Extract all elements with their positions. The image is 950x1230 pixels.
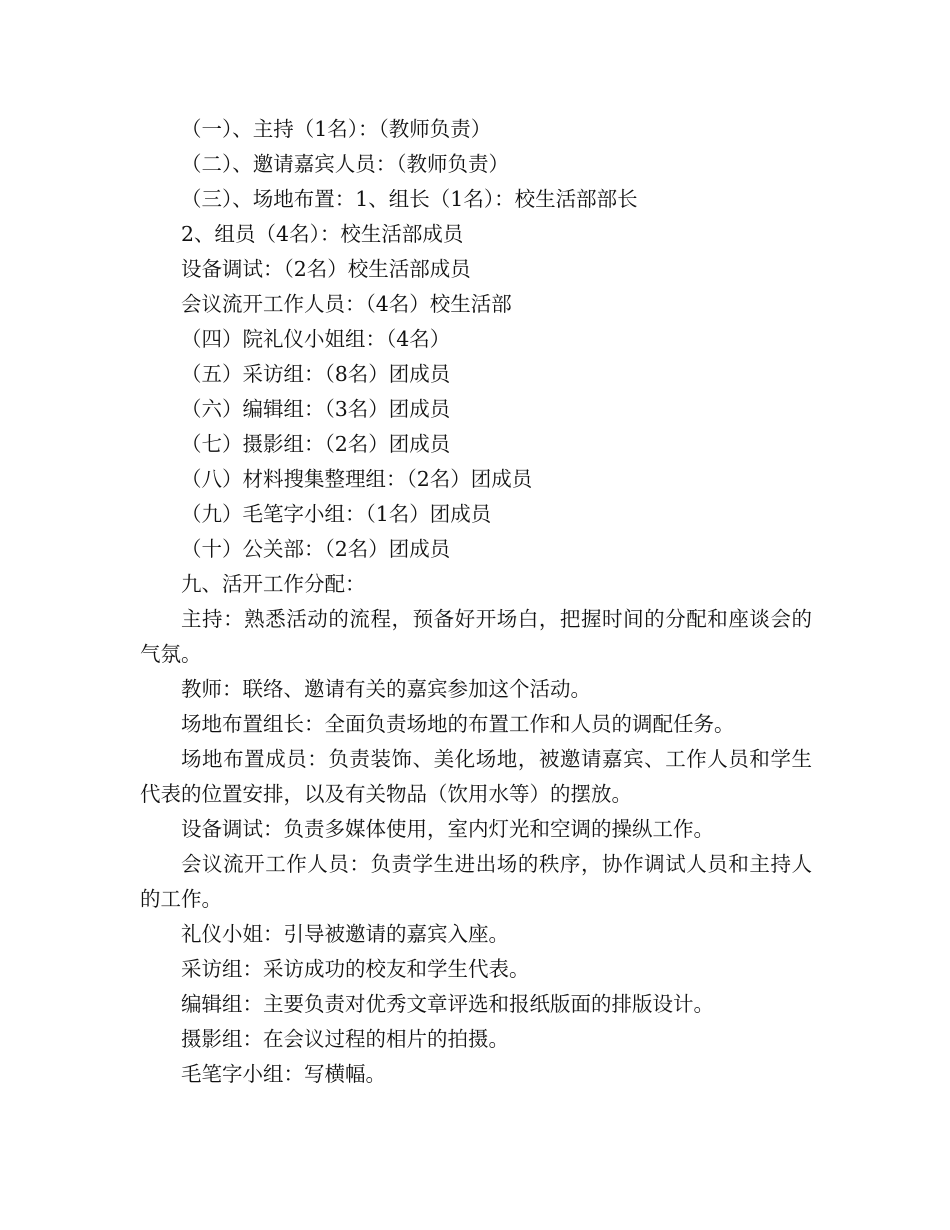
paragraph-5: 设备调试：（2名）校生活部成员: [181, 257, 471, 281]
paragraph-23: 编辑组：主要负责对优秀文章评选和报纸版面的排版设计。: [181, 992, 714, 1016]
paragraph-9: （六）编辑组：（3名）团成员: [181, 397, 451, 421]
paragraph-21: 礼仪小姐：引导被邀请的嘉宾入座。: [181, 922, 509, 946]
paragraph-24: 摄影组：在会议过程的相片的拍摄。: [181, 1027, 509, 1051]
paragraph-17: 场地布置组长：全面负责场地的布置工作和人员的调配任务。: [181, 712, 735, 736]
paragraph-20: 会议流开工作人员：负责学生进出场的秩序，协作调试人员和主持人的工作。: [140, 852, 812, 911]
paragraph-4: 2、组员（4名）：校生活部成员: [181, 222, 464, 246]
paragraph-12: （九）毛笔字小组：（1名）团成员: [181, 502, 492, 526]
paragraph-2: （二）、邀请嘉宾人员：（教师负责）: [181, 152, 509, 176]
paragraph-18: 场地布置成员：负责装饰、美化场地，被邀请嘉宾、工作人员和学生代表的位置安排，以及有关物品（饮用水等）的摆放。: [140, 747, 812, 806]
paragraph-15: 主持：熟悉活动的流程，预备好开场白，把握时间的分配和座谈会的气氛。: [140, 607, 812, 666]
paragraph-1: （一）、主持（1名）：（教师负责）: [181, 117, 492, 141]
paragraph-16: 教师：联络、邀请有关的嘉宾参加这个活动。: [181, 677, 591, 701]
paragraph-3: （三）、场地布置：1、组长（1名）：校生活部部长: [181, 187, 638, 211]
paragraph-13: （十）公关部：（2名）团成员: [181, 537, 451, 561]
paragraph-22: 采访组：采访成功的校友和学生代表。: [181, 957, 530, 981]
paragraph-25: 毛笔字小组：写横幅。: [181, 1062, 386, 1086]
paragraph-6: 会议流开工作人员：（4名）校生活部: [181, 292, 512, 316]
paragraph-8: （五）采访组：（8名）团成员: [181, 362, 451, 386]
paragraph-10: （七）摄影组：（2名）团成员: [181, 432, 451, 456]
document-body: [140, 112, 812, 1092]
paragraph-19: 设备调试：负责多媒体使用，室内灯光和空调的操纵工作。: [181, 817, 714, 841]
paragraph-11: （八）材料搜集整理组：（2名）团成员: [181, 467, 533, 491]
paragraph-7: （四）院礼仪小姐组：（4名）: [181, 327, 451, 351]
paragraph-14: 九、活开工作分配：: [181, 572, 366, 596]
